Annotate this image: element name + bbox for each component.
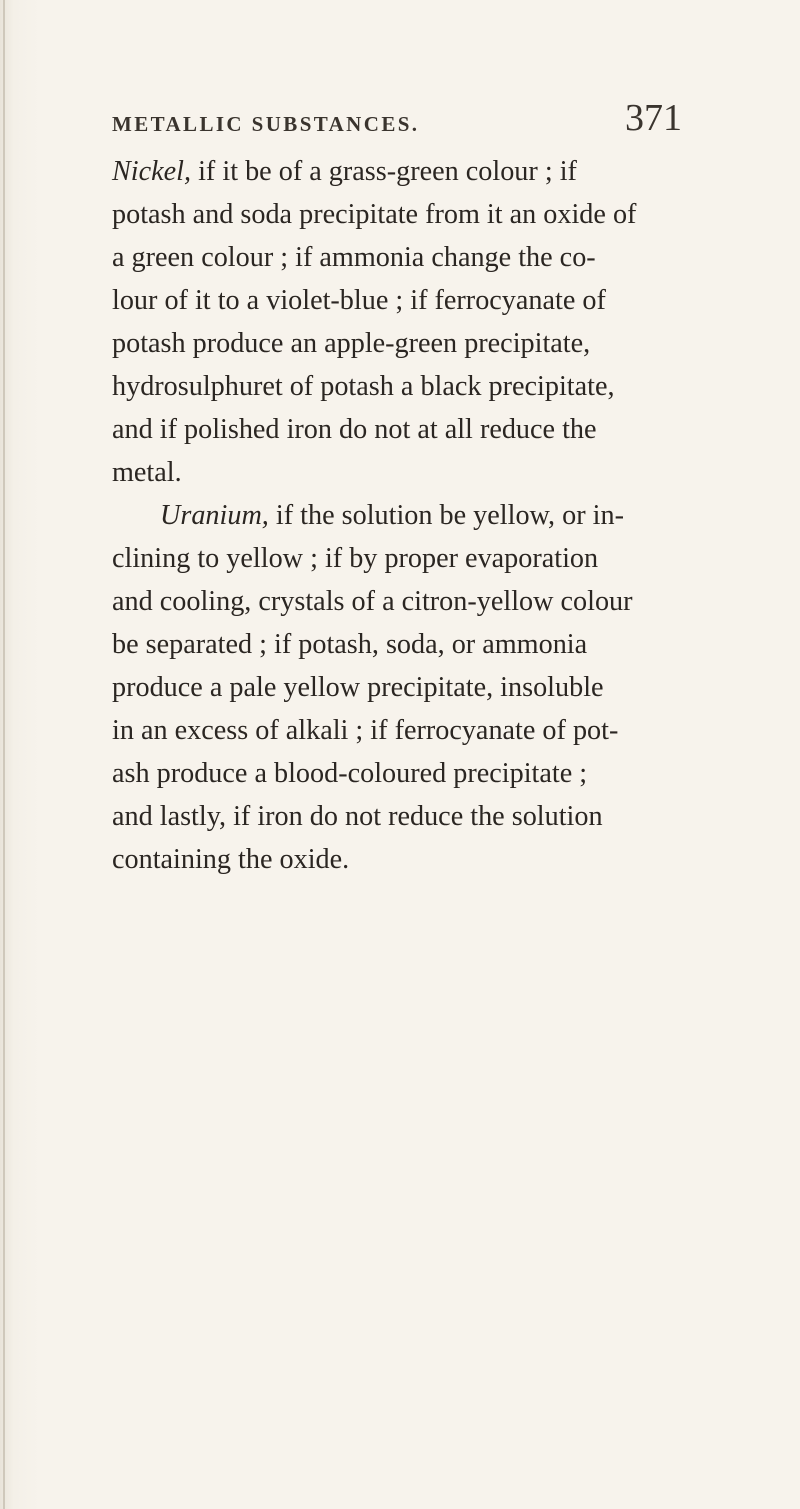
text-line: clining to yellow ; if by proper evaporation <box>112 543 599 574</box>
paragraph-nickel-line-1 <box>112 150 682 193</box>
body-text <box>112 150 682 881</box>
text-line: and lastly, if iron do not reduce the solution <box>112 801 603 832</box>
text-line: and if polished iron do not at all reduce the <box>112 414 597 445</box>
text-line: metal. <box>112 457 182 488</box>
text-line: lour of it to a violet-blue ; if ferrocyanate of <box>112 285 606 316</box>
text-span: if the solution be yellow, or in- <box>268 500 624 531</box>
page-header <box>112 96 682 146</box>
text-line: and cooling, crystals of a citron-yellow colour <box>112 586 633 617</box>
text-line: potash and soda precipitate from it an oxide of <box>112 199 637 230</box>
text-line: in an excess of alkali ; if ferrocyanate of pot- <box>112 715 619 746</box>
text-line: be separated ; if potash, soda, or ammonia <box>112 629 588 660</box>
text-line: potash produce an apple-green precipitate, <box>112 328 591 359</box>
text-line: produce a pale yellow precipitate, insoluble <box>112 672 604 703</box>
page-gutter <box>3 0 5 1509</box>
term-uranium: Uranium, <box>160 500 269 531</box>
term-nickel: Nickel, <box>112 156 192 187</box>
text-line: containing the oxide. <box>112 844 350 875</box>
running-head: METALLIC SUBSTANCES. <box>112 112 420 136</box>
text-span: if it be of a grass-green colour ; if <box>191 156 577 187</box>
text-line: hydrosulphuret of potash a black precipitate, <box>112 371 615 402</box>
text-line: a green colour ; if ammonia change the co- <box>112 242 596 273</box>
page-number: 371 <box>625 97 682 139</box>
paragraph-uranium-line-1 <box>112 494 682 537</box>
text-line: ash produce a blood-coloured precipitate ; <box>112 758 588 789</box>
